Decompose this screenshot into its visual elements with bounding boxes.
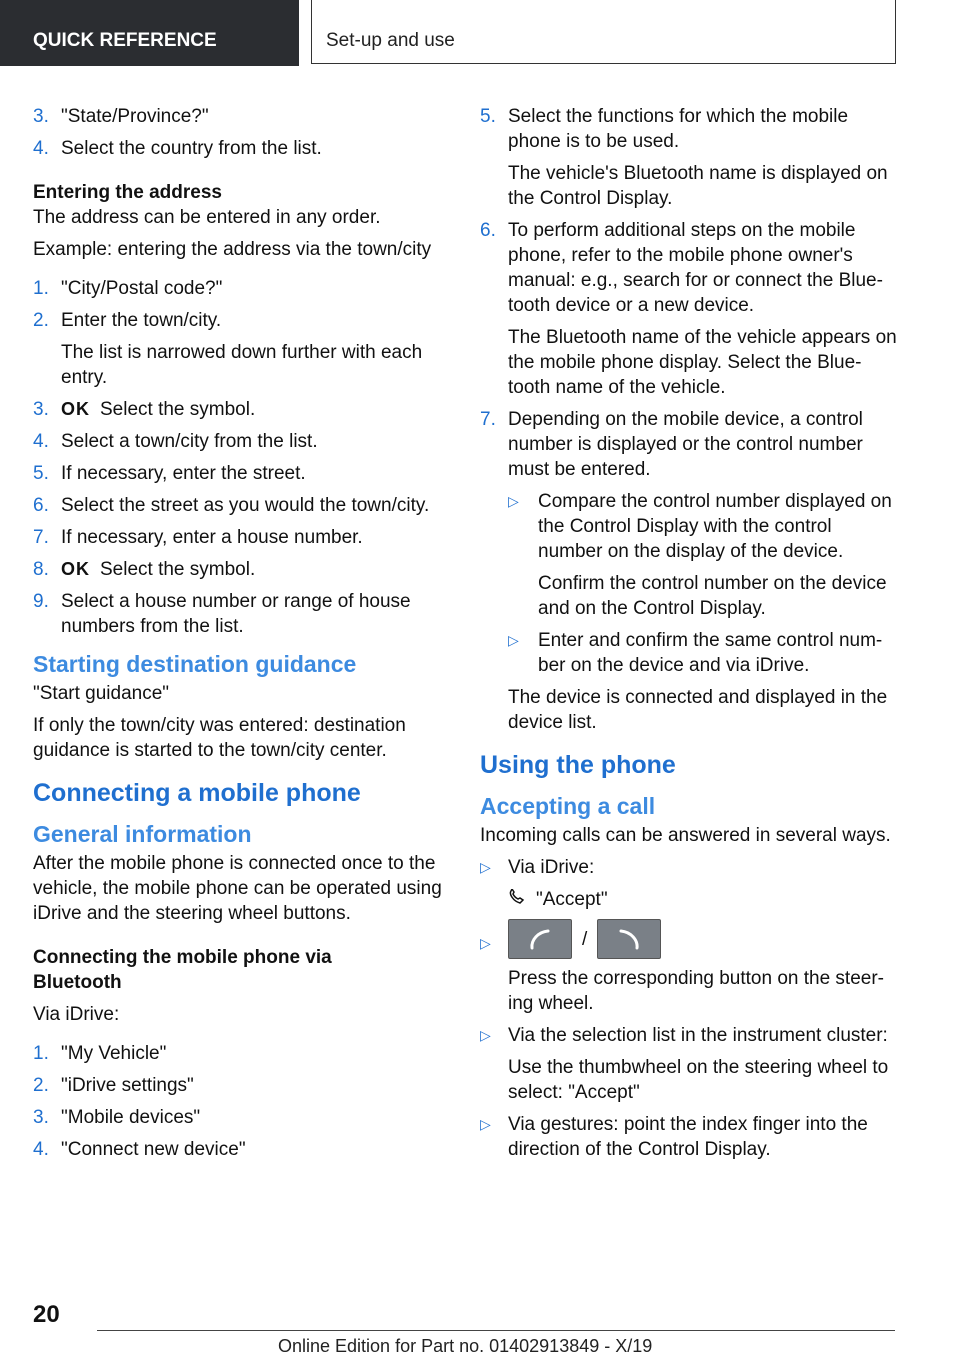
triangle-bullet-icon: ▷ [480,1116,491,1132]
bullet-item: ▷ Via iDrive: "Accept" [480,857,608,910]
list-item: 3. "State/Province?" [33,106,209,127]
page-number: 20 [33,1301,60,1328]
paragraph: Via iDrive: [33,1004,120,1025]
end-call-button-icon [597,919,661,959]
accept-call-button-icon [508,919,572,959]
list-number: 9. [33,591,49,612]
paragraph: Example: entering the address via the town/city [33,239,432,260]
section-heading: Accepting a call [480,793,656,819]
list-number: 4. [33,1139,49,1160]
bullet-item: ▷ Via the selection list in the instrument cluster: Use the thumbwheel on the steering wheel to select: "Accept" [480,1025,889,1103]
list-number: 3. [33,1107,49,1128]
triangle-bullet-icon: ▷ [480,859,491,875]
list-number: 2. [33,1075,49,1096]
left-column [33,104,448,1169]
triangle-bullet-icon: ▷ [508,493,519,509]
list-number: 3. [33,106,49,127]
triangle-bullet-icon: ▷ [480,1027,491,1043]
triangle-bullet-icon: ▷ [480,935,491,951]
list-item: 4. Select the country from the list. [33,138,322,159]
list-item: 3. "Mobile devices" [33,1107,201,1128]
chapter-tab: Set-up and use [311,0,896,64]
list-item: 7. If necessary, enter a house number. [33,527,363,548]
subheading: Connecting the mobile phone via Bluetooth [33,947,332,993]
list-item: 1. "My Vehicle" [33,1043,167,1064]
section-tab: QUICK REFERENCE [0,0,299,66]
list-number: 2. [33,310,49,331]
list-number: 7. [33,527,49,548]
list-number: 6. [33,495,49,516]
list-number: 8. [33,559,49,580]
section-heading: General information [33,821,252,847]
list-number: 4. [33,431,49,452]
footer-divider [97,1330,895,1331]
list-item: 4. Select a town/city from the list. [33,431,318,452]
list-number: 5. [33,463,49,484]
paragraph: The address can be entered in any order. [33,207,381,228]
subheading: Entering the address [33,182,222,203]
list-number: 6. [480,220,496,241]
list-item: 6. Select the street as you would the town/city. [33,495,430,516]
list-item: 7. Depending on the mobile device, a control number is displayed or the control number must be entered. ▷ Compare the control number displayed on the Control Display with the control number on the display of the device. Confirm the control number on the device and on the Control Display. ▷ Enter and confirm the same control num-ber on the device and via iDrive. The device is connected and displayed in the device list. [480,407,900,735]
list-number: 4. [33,138,49,159]
bullet-item: ▷ Via gestures: point the index finger into the direction of the Control Display. [480,1114,868,1160]
list-item: 3. OK Select the symbol. [33,399,256,420]
handset-icon [508,887,528,912]
page-header [0,0,960,66]
ok-icon: OK [61,399,90,419]
paragraph: If only the town/city was entered: destination guidance is started to the town/city center. [33,715,406,761]
list-number: 7. [480,409,496,430]
bullet-item: ▷ / Press the corresponding button on the steer-ing wheel. [480,919,900,1016]
list-number: 3. [33,399,49,420]
paragraph: "Start guidance" [33,683,170,704]
right-column [480,104,900,1169]
list-item: 2. "iDrive settings" [33,1075,194,1096]
bullet-item: ▷ Enter and confirm the same control num-ber on the device and via iDrive. [508,630,883,676]
list-item: 5. Select the functions for which the mobile phone is to be used. The vehicle's Bluetooth name is displayed on the Control Display. [480,106,888,209]
list-number: 5. [480,106,496,127]
section-heading: Starting destination guidance [33,651,357,677]
list-item: 5. If necessary, enter the street. [33,463,306,484]
list-item: 9. Select a house number or range of house numbers from the list. [33,591,411,637]
chapter-heading: Connecting a mobile phone [33,779,361,807]
paragraph: Incoming calls can be answered in several ways. [480,825,891,846]
list-item: 2. Enter the town/city. The list is narrowed down further with each entry. [33,310,423,388]
list-item: 6. To perform additional steps on the mobile phone, refer to the mobile phone owner's manual: e.g., search for or connect the Blue-tooth device or a new device. The Bluetooth name of the vehicle appears on the mobile phone display. Select the Blue-tooth name of the vehicle. [480,220,897,398]
footer-edition: Online Edition for Part no. 01402913849 - X/19 [278,1336,653,1356]
paragraph: After the mobile phone is connected once to the vehicle, the mobile phone can be operated using iDrive and the steering wheel buttons. [33,853,442,924]
bullet-item: ▷ Compare the control number displayed on the Control Display with the control number on the display of the device. Confirm the control number on the device and on the Control Display. [508,491,892,619]
list-item: 8. OK Select the symbol. [33,559,256,580]
triangle-bullet-icon: ▷ [508,632,519,648]
list-number: 1. [33,1043,49,1064]
ok-icon: OK [61,559,90,579]
list-item: 4. "Connect new device" [33,1139,246,1160]
chapter-heading: Using the phone [480,751,676,779]
list-item: 1. "City/Postal code?" [33,278,223,299]
list-number: 1. [33,278,49,299]
